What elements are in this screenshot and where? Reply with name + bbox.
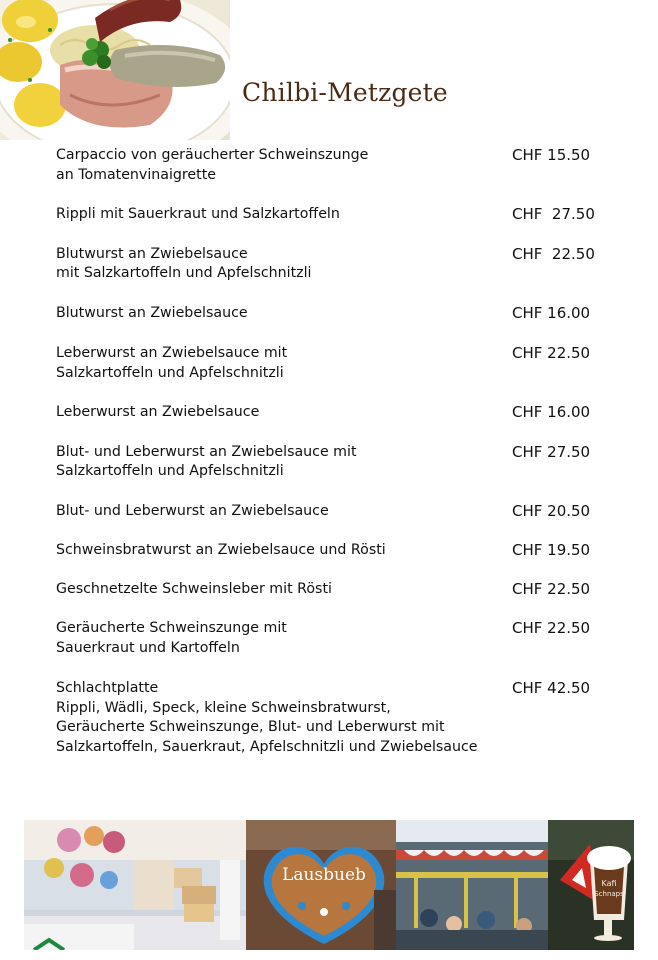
menu-item: [56, 541, 616, 561]
menu-item-name: Blut- und Leberwurst an Zwiebelsauce: [56, 502, 329, 519]
menu-item-price: CHF 16.00: [512, 303, 591, 322]
menu-item-description: [56, 679, 496, 757]
menu-item-detail-line: Sauerkraut und Kartoffeln: [56, 639, 240, 656]
menu-item-name: Blutwurst an Zwiebelsauce: [56, 245, 248, 262]
menu-item-description: [56, 619, 496, 658]
menu-item: [56, 146, 616, 185]
menu-item: [56, 443, 616, 482]
menu-item-description: [56, 245, 496, 284]
menu-item-description: [56, 502, 496, 522]
menu-item-description: [56, 146, 496, 185]
menu-item-detail-line: Rippli, Wädli, Speck, kleine Schweinsbratwurst,: [56, 699, 391, 716]
carousel-photo: [396, 820, 548, 950]
menu-item-price: CHF 27.50: [512, 442, 591, 461]
menu-item: [56, 580, 616, 600]
menu-item-name: Schweinsbratwurst an Zwiebelsauce und Rösti: [56, 542, 386, 558]
menu-item-description: [56, 443, 496, 482]
menu-item-price: CHF 15.50: [512, 146, 591, 164]
menu-item-name: Leberwurst an Zwiebelsauce mit: [56, 345, 288, 361]
menu-item-name: Blut- und Leberwurst an Zwiebelsauce mit: [56, 443, 357, 460]
menu-item-price: CHF 42.50: [512, 679, 591, 697]
menu-item-name: Geschnetzelte Schweinsleber mit Rösti: [56, 580, 332, 597]
cafe-sign-line1: Kafi: [601, 879, 617, 888]
menu-item-detail-line: Salzkartoffeln, Sauerkraut, Apfelschnitzli und Zwiebelsauce: [56, 738, 478, 755]
menu-list: [56, 146, 616, 757]
heart-label: Lausbueb: [282, 865, 366, 885]
menu-item-name: Carpaccio von geräucherter Schweinszunge: [56, 147, 369, 163]
menu-item: [56, 245, 616, 284]
menu-item: [56, 679, 616, 757]
menu-item-price: CHF 27.50: [512, 205, 595, 223]
menu-item: [56, 619, 616, 658]
menu-item-price: CHF 22.50: [512, 244, 595, 263]
menu-item: [56, 344, 616, 383]
menu-item-description: [56, 205, 496, 225]
menu-item: [56, 205, 616, 225]
menu-item-name: Geräucherte Schweinszunge mit: [56, 620, 287, 636]
menu-item-name: Schlachtplatte: [56, 680, 159, 696]
cafe-schnaps-photo: [548, 820, 634, 950]
menu-item-price: CHF 22.50: [512, 619, 591, 637]
menu-item-detail-line: Geräucherte Schweinszunge, Blut- und Leberwurst mit: [56, 719, 445, 735]
hero-food-photo: [0, 0, 230, 140]
menu-item-description: [56, 580, 496, 600]
menu-item-detail-line: an Tomatenvinaigrette: [56, 166, 217, 183]
menu-item-description: [56, 541, 496, 561]
menu-item: [56, 502, 616, 522]
menu-item-price: CHF 16.00: [512, 403, 591, 421]
sausage-plate-illustration: [0, 0, 230, 140]
gingerbread-heart-photo: [246, 820, 396, 950]
festival-photo-strip: [24, 820, 634, 950]
menu-item-price: CHF 20.50: [512, 501, 591, 520]
menu-item-price: CHF 22.50: [512, 344, 591, 362]
cafe-sign-line2: Schnaps: [594, 890, 624, 898]
menu-item: [56, 403, 616, 423]
menu-item-price: CHF 19.50: [512, 541, 591, 559]
menu-item-name: Rippli mit Sauerkraut und Salzkartoffeln: [56, 206, 340, 222]
festival-photos-illustration: [24, 820, 634, 950]
market-stall-photo: [24, 820, 246, 950]
menu-title: Chilbi-Metzgete: [242, 78, 448, 107]
menu-item-description: [56, 403, 496, 423]
menu-item-detail-line: Salzkartoffeln und Apfelschnitzli: [56, 463, 284, 479]
menu-item-name: Blutwurst an Zwiebelsauce: [56, 304, 248, 321]
menu-item-name: Leberwurst an Zwiebelsauce: [56, 404, 260, 420]
menu-item: [56, 304, 616, 324]
menu-item-description: [56, 344, 496, 383]
menu-item-description: [56, 304, 496, 324]
menu-item-detail-line: mit Salzkartoffeln und Apfelschnitzli: [56, 265, 312, 281]
menu-item-detail-line: Salzkartoffeln und Apfelschnitzli: [56, 364, 284, 381]
menu-item-price: CHF 22.50: [512, 579, 591, 598]
